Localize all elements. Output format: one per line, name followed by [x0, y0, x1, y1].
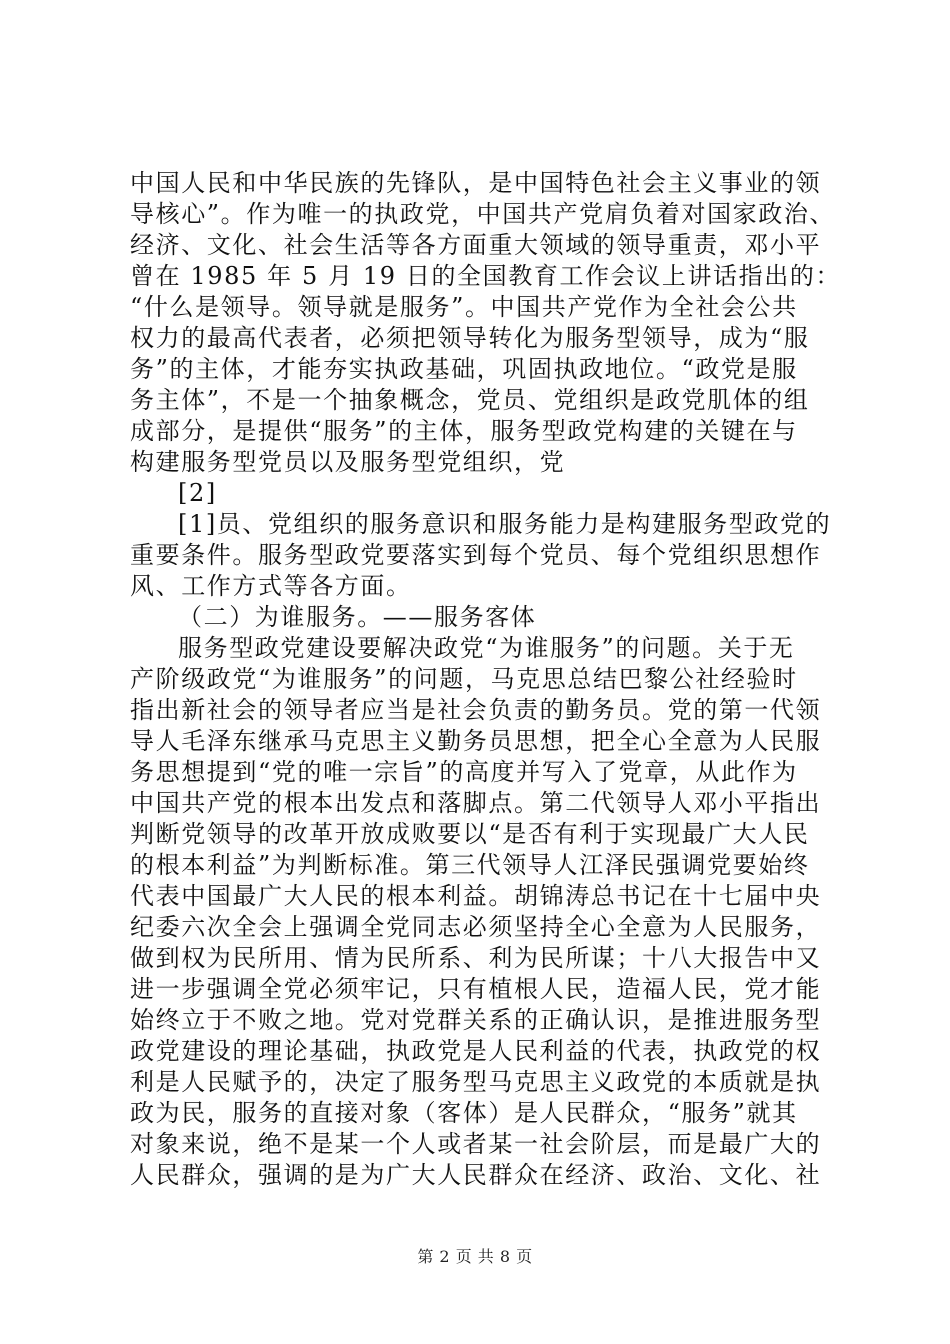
section-heading: （二）为谁服务。——服务客体	[178, 603, 537, 631]
text-line: 始终立于不败之地。党对党群关系的正确认识，是推进服务型	[130, 1006, 822, 1034]
text-line: 经济、文化、社会生活等各方面重大领域的领导重责，邓小平	[130, 231, 822, 259]
text-line: 务主体”，不是一个抽象概念，党员、党组织是政党肌体的组	[130, 386, 810, 414]
text-line: 构建服务型党员以及服务型党组织，党	[130, 448, 566, 476]
text-line: 中国共产党的根本出发点和落脚点。第二代领导人邓小平指出	[130, 789, 822, 817]
text-line: “什么是领导。领导就是服务”。中国共产党作为全社会公共	[130, 293, 798, 321]
text-line: 风、工作方式等各方面。	[130, 572, 412, 600]
text-line: 政为民，服务的直接对象（客体）是人民群众，“服务”就其	[130, 1099, 798, 1127]
text-line: 代表中国最广大人民的根本利益。胡锦涛总书记在十七届中央	[130, 882, 822, 910]
footnote-marker: [2]	[178, 479, 217, 507]
text-line: 纪委六次全会上强调全党同志必须坚持全心全意为人民服务，	[130, 913, 822, 941]
text-line: 中国人民和中华民族的先锋队，是中国特色社会主义事业的领	[130, 169, 822, 197]
text-line: 曾在 1985 年 5 月 19 日的全国教育工作会议上讲话指出的：	[130, 262, 842, 290]
text-line: 做到权为民所用、情为民所系、利为民所谋；十八大报告中又	[130, 944, 822, 972]
body-text	[130, 168, 842, 1191]
page-number-footer: 第 2 页 共 8 页	[417, 1247, 533, 1266]
text-line: 重要条件。服务型政党要落实到每个党员、每个党组织思想作	[130, 541, 822, 569]
text-line: 务”的主体，才能夯实执政基础，巩固执政地位。“政党是服	[130, 355, 798, 383]
text-line: 指出新社会的领导者应当是社会负责的勤务员。党的第一代领	[130, 696, 822, 724]
text-line: [1]员、党组织的服务意识和服务能力是构建服务型政党的	[178, 510, 832, 538]
text-line: 的根本利益”为判断标准。第三代领导人江泽民强调党要始终	[130, 851, 810, 879]
text-line: 人民群众，强调的是为广大人民群众在经济、政治、文化、社	[130, 1161, 822, 1189]
text-line: 权力的最高代表者，必须把领导转化为服务型领导，成为“服	[130, 324, 810, 352]
text-line: 进一步强调全党必须牢记，只有植根人民，造福人民，党才能	[130, 975, 822, 1003]
text-line: 产阶级政党“为谁服务”的问题，马克思总结巴黎公社经验时	[130, 665, 798, 693]
text-line: 判断党领导的改革开放成败要以“是否有利于实现最广大人民	[130, 820, 810, 848]
text-line: 务思想提到“党的唯一宗旨”的高度并写入了党章，从此作为	[130, 758, 798, 786]
text-line: 利是人民赋予的，决定了服务型马克思主义政党的本质就是执	[130, 1068, 822, 1096]
text-line: 对象来说，绝不是某一个人或者某一社会阶层，而是最广大的	[130, 1130, 822, 1158]
text-line: 服务型政党建设要解决政党“为谁服务”的问题。关于无	[178, 634, 795, 662]
text-line: 导人毛泽东继承马克思主义勤务员思想，把全心全意为人民服	[130, 727, 822, 755]
text-line: 导核心”。作为唯一的执政党，中国共产党肩负着对国家政治、	[130, 200, 836, 228]
text-line: 成部分，是提供“服务”的主体，服务型政党构建的关键在与	[130, 417, 798, 445]
text-line: 政党建设的理论基础，执政党是人民利益的代表，执政党的权	[130, 1037, 822, 1065]
